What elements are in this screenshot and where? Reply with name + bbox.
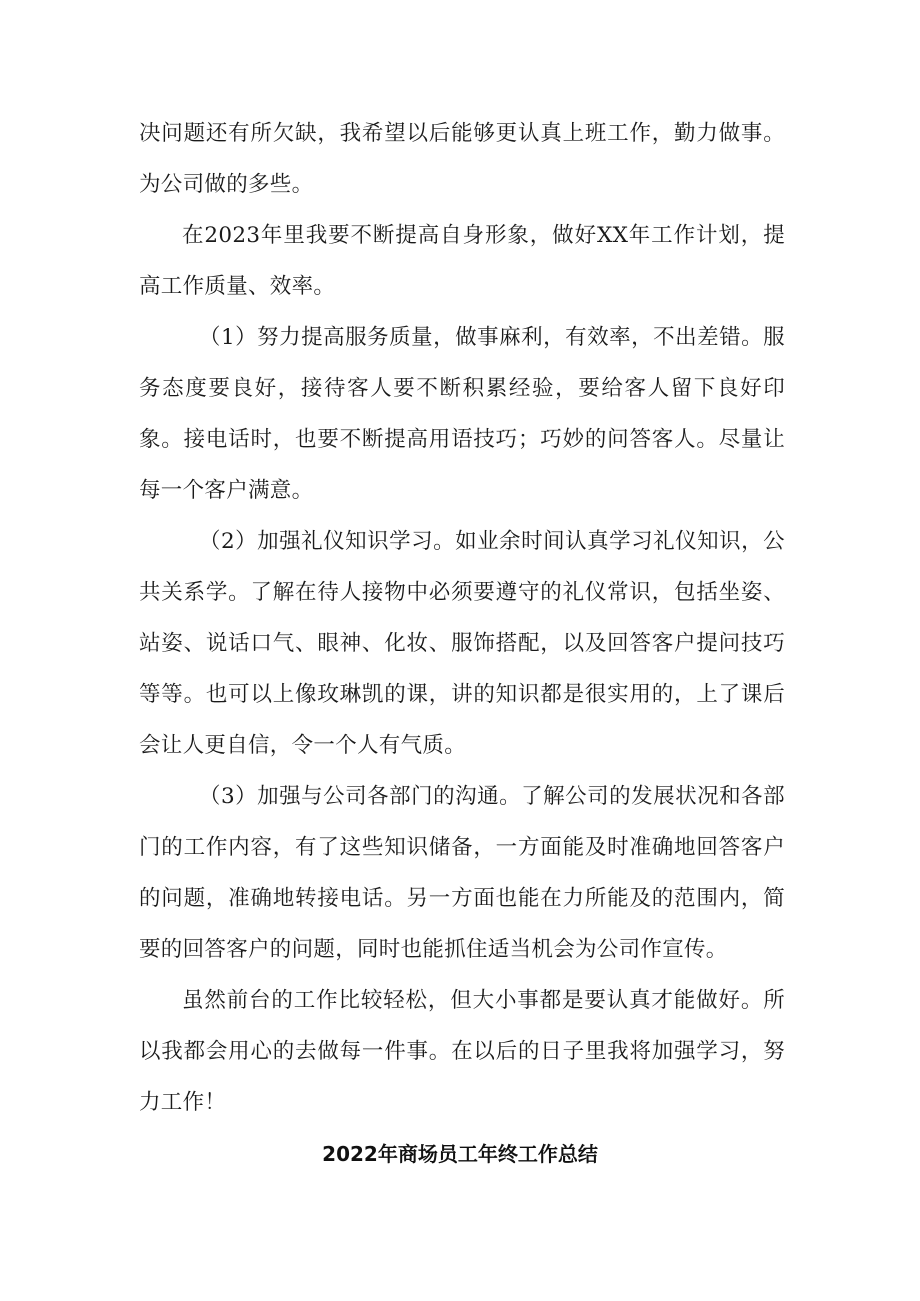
paragraph-conclusion: 虽然前台的工作比较轻松，但大小事都是要认真才能做好。所以我都会用心的去做每一件事。在以后的日子里我将加强学习，努力工作！ [139,988,785,1115]
next-section-title: 2022年商场员工年终工作总结 [322,1142,598,1166]
paragraph-2023-plan: 在2023年里我要不断提高自身形象，做好XX年工作计划，提高工作质量、效率。 [139,223,785,299]
paragraph-item-3: （3）加强与公司各部门的沟通。了解公司的发展状况和各部门的工作内容，有了这些知识储备，一方面能及时准确地回答客户的问题，准确地转接电话。另一方面也能在力所能及的范围内，简要的回答客户的问题，同时也能抓住适当机会为公司作宣传。 [139,784,785,962]
paragraph-item-1: （1）努力提高服务质量，做事麻利，有效率，不出差错。服务态度要良好，接待客人要不断积累经验，要给客人留下良好印象。接电话时，也要不断提高用语技巧；巧妙的问答客人。尽量让每一个客户满意。 [139,325,785,503]
paragraph-item-2: （2）加强礼仪知识学习。如业余时间认真学习礼仪知识，公共关系学。了解在待人接物中必须要遵守的礼仪常识，包括坐姿、站姿、说话口气、眼神、化妆、服饰搭配，以及回答客户提问技巧等等。也可以上像玫琳凯的课，讲的知识都是很实用的，上了课后会让人更自信，令一个人有气质。 [139,529,785,758]
paragraph-continuation: 决问题还有所欠缺，我希望以后能够更认真上班工作，勤力做事。为公司做的多些。 [139,121,785,197]
document-body [139,108,785,1128]
